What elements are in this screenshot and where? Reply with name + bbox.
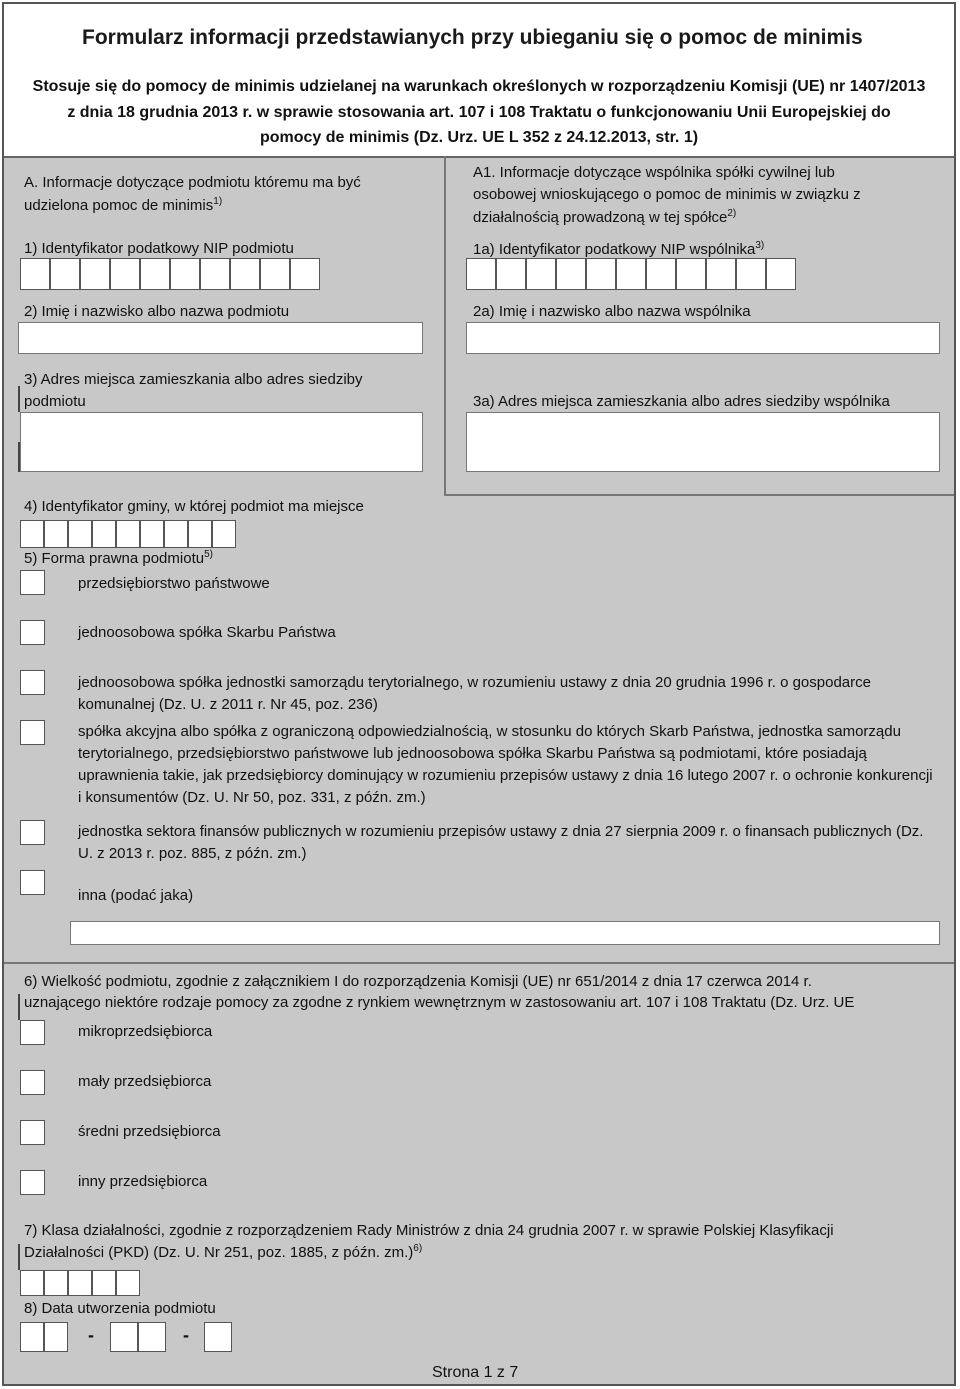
- address-label-2: podmiotu: [24, 393, 86, 410]
- nip-digit-cell[interactable]: [110, 258, 140, 290]
- pkd-label-1: 7) Klasa działalności, zgodnie z rozporządzeniem Rady Ministrów z dnia 24 grudnia 2007 r. w sprawie Polskiej Klasyfikacji: [24, 1222, 834, 1239]
- partner-nip-digit-cell[interactable]: [586, 258, 616, 290]
- nip-digit-cell[interactable]: [140, 258, 170, 290]
- legal-form-checkbox-5[interactable]: [20, 820, 45, 845]
- legal-form-other-input[interactable]: [70, 921, 940, 945]
- partner-address-input[interactable]: [466, 412, 940, 472]
- address-label-1: 3) Adres miejsca zamieszkania albo adres siedziby: [24, 371, 363, 388]
- size-option-1: mikroprzedsiębiorca: [78, 1023, 213, 1040]
- size-option-2: mały przedsiębiorca: [78, 1073, 212, 1090]
- size-option-3: średni przedsiębiorca: [78, 1123, 221, 1140]
- marker-bar-6: [18, 994, 20, 1020]
- gmina-digit-cell[interactable]: [116, 520, 140, 548]
- marker-bar-7: [18, 1244, 20, 1270]
- legal-form-checkbox-3[interactable]: [20, 670, 45, 695]
- title-bar: [4, 4, 954, 66]
- subtitle-line-1: Stosuje się do pomocy de minimis udzielanej na warunkach określonych w rozporządzeniu Komisji (UE) nr 1407/2013: [32, 78, 926, 95]
- date-month-digit-cell[interactable]: [110, 1322, 138, 1352]
- divider-6: [4, 962, 954, 964]
- date-month-digit-cell[interactable]: [138, 1322, 166, 1352]
- size-option-4: inny przedsiębiorca: [78, 1173, 208, 1190]
- gmina-digit-cell[interactable]: [68, 520, 92, 548]
- partner-nip-digit-cell[interactable]: [616, 258, 646, 290]
- partner-nip-digit-cell[interactable]: [526, 258, 556, 290]
- legal-form-checkbox-2[interactable]: [20, 620, 45, 645]
- legal-form-option-1: przedsiębiorstwo państwowe: [78, 575, 270, 592]
- gmina-digit-cell[interactable]: [212, 520, 236, 548]
- legal-form-option-2: jednoosobowa spółka Skarbu Państwa: [78, 624, 336, 641]
- gmina-digit-cell[interactable]: [140, 520, 164, 548]
- size-label-1: 6) Wielkość podmiotu, zgodnie z załącznikiem I do rozporządzenia Komisji (UE) nr 651/2014 z dnia 17 czerwca 2014 r.: [24, 973, 812, 990]
- date-year-digit-cell[interactable]: [204, 1322, 232, 1352]
- partner-nip-digit-cell[interactable]: [466, 258, 496, 290]
- gmina-digit-cell[interactable]: [44, 520, 68, 548]
- pkd-char-cell[interactable]: [116, 1270, 140, 1296]
- nip-digit-cell[interactable]: [50, 258, 80, 290]
- pkd-char-cell[interactable]: [44, 1270, 68, 1296]
- section-a-heading-1: A. Informacje dotyczące podmiotu któremu ma być: [24, 174, 361, 191]
- pkd-char-cell[interactable]: [20, 1270, 44, 1296]
- gmina-digit-cell[interactable]: [92, 520, 116, 548]
- marker-bar-3: [18, 386, 20, 412]
- name-label: 2) Imię i nazwisko albo nazwa podmiotu: [24, 303, 290, 320]
- nip-label: 1) Identyfikator podatkowy NIP podmiotu: [24, 240, 294, 257]
- section-a-heading-2: udzielona pomoc de minimis$^{1)}$: [24, 196, 223, 214]
- partner-name-input[interactable]: [466, 322, 940, 354]
- size-checkbox-1[interactable]: [20, 1020, 45, 1045]
- partner-name-label: 2a) Imię i nazwisko albo nazwa wspólnika: [473, 303, 751, 320]
- page-number: Strona 1 z 7: [432, 1364, 519, 1381]
- date-day-digit-cell[interactable]: [44, 1322, 68, 1352]
- legal-form-option-5: jednostka sektora finansów publicznych w rozumieniu przepisów ustawy z dnia 27 sierpnia 2009 r. o finansach publicznych (Dz. U. z 2013 r. poz. 885, z późn. zm.): [78, 823, 924, 862]
- legal-form-checkbox-6[interactable]: [20, 870, 45, 895]
- section-a1-heading-3: działalnością prowadzoną w tej spółce$^{2)}$: [473, 208, 737, 226]
- subtitle-line-3: pomocy de minimis (Dz. Urz. UE L 352 z 24.12.2013, str. 1): [259, 129, 699, 146]
- marker-bar-3b: [18, 442, 20, 472]
- size-checkbox-3[interactable]: [20, 1120, 45, 1145]
- size-checkbox-2[interactable]: [20, 1070, 45, 1095]
- partner-nip-digit-cell[interactable]: [766, 258, 796, 290]
- name-input[interactable]: [18, 322, 423, 354]
- gmina-digit-cell[interactable]: [164, 520, 188, 548]
- legal-form-checkbox-4[interactable]: [20, 720, 45, 745]
- date-separator-1: -: [88, 1325, 94, 1345]
- legal-form-option-4: spółka akcyjna albo spółka z ograniczoną odpowiedzialnością, w stosunku do których Skarb Państwa, jednostka samorządu terytorialnego, przedsiębiorstwo państwowe lub jednoosobowa spółka Skarbu Państwa są podmiotami, które posiadają uprawnienia takie, jak przedsiębiorcy dominujący w rozumieniu przepisów ustawy z dnia 16 lutego 2007 r. o ochronie konkurencji i konsumentów (Dz. U. Nr 50, poz. 331, z późn. zm.): [78, 723, 933, 806]
- nip-digit-cell[interactable]: [80, 258, 110, 290]
- nip-digit-cell[interactable]: [170, 258, 200, 290]
- section-a1-heading-2: osobowej wnioskującego o pomoc de minimis w związku z: [473, 186, 861, 203]
- legal-form-label: 5) Forma prawna podmiotu$^{5)}$: [24, 549, 213, 567]
- subtitle-line-2: z dnia 18 grudnia 2013 r. w sprawie stosowania art. 107 i 108 Traktatu o funkcjonowaniu Unii Europejskiej do: [67, 104, 891, 121]
- nip-digit-cell[interactable]: [200, 258, 230, 290]
- gmina-digit-cell[interactable]: [188, 520, 212, 548]
- gmina-digit-cell[interactable]: [20, 520, 44, 548]
- legal-form-checkbox-1[interactable]: [20, 570, 45, 595]
- partner-nip-digit-cell[interactable]: [706, 258, 736, 290]
- date-label: 8) Data utworzenia podmiotu: [24, 1300, 216, 1317]
- gmina-label: 4) Identyfikator gminy, w której podmiot ma miejsce: [24, 498, 364, 515]
- subtitle-block: [4, 64, 954, 158]
- section-a1-heading-1: A1. Informacje dotyczące wspólnika spółki cywilnej lub: [473, 164, 835, 181]
- legal-form-option-3: jednoosobowa spółka jednostki samorządu terytorialnego, w rozumieniu ustawy z dnia 20 grudnia 1996 r. o gospodarce komunalnej (Dz. U. z 2011 r. Nr 45, poz. 236): [78, 674, 871, 713]
- nip-digit-cell[interactable]: [260, 258, 290, 290]
- date-separator-2: -: [183, 1325, 189, 1345]
- nip-digit-cell[interactable]: [20, 258, 50, 290]
- legal-form-option-6: inna (podać jaka): [78, 887, 194, 904]
- form-title: Formularz informacji przedstawianych przy ubieganiu się o pomoc de minimis: [82, 26, 863, 49]
- partner-nip-digit-cell[interactable]: [736, 258, 766, 290]
- date-day-digit-cell[interactable]: [20, 1322, 44, 1352]
- address-input[interactable]: [20, 412, 423, 472]
- partner-nip-digit-cell[interactable]: [676, 258, 706, 290]
- pkd-label-2: Działalności (PKD) (Dz. U. Nr 251, poz. 1885, z późn. zm.)$^{6)}$: [24, 1243, 423, 1261]
- size-label-2: uznającego niektóre rodzaje pomocy za zgodne z rynkiem wewnętrznym w zastosowaniu art. 107 i 108 Traktatu (Dz. Urz. UE: [24, 994, 855, 1011]
- nip-digit-cell[interactable]: [290, 258, 320, 290]
- nip-digit-cell[interactable]: [230, 258, 260, 290]
- partner-address-label: 3a) Adres miejsca zamieszkania albo adres siedziby wspólnika: [473, 393, 890, 410]
- partner-nip-label: 1a) Identyfikator podatkowy NIP wspólnika$^{3)}$: [473, 240, 765, 258]
- pkd-char-cell[interactable]: [92, 1270, 116, 1296]
- partner-nip-digit-cell[interactable]: [496, 258, 526, 290]
- size-checkbox-4[interactable]: [20, 1170, 45, 1195]
- partner-nip-digit-cell[interactable]: [556, 258, 586, 290]
- pkd-char-cell[interactable]: [68, 1270, 92, 1296]
- partner-nip-digit-cell[interactable]: [646, 258, 676, 290]
